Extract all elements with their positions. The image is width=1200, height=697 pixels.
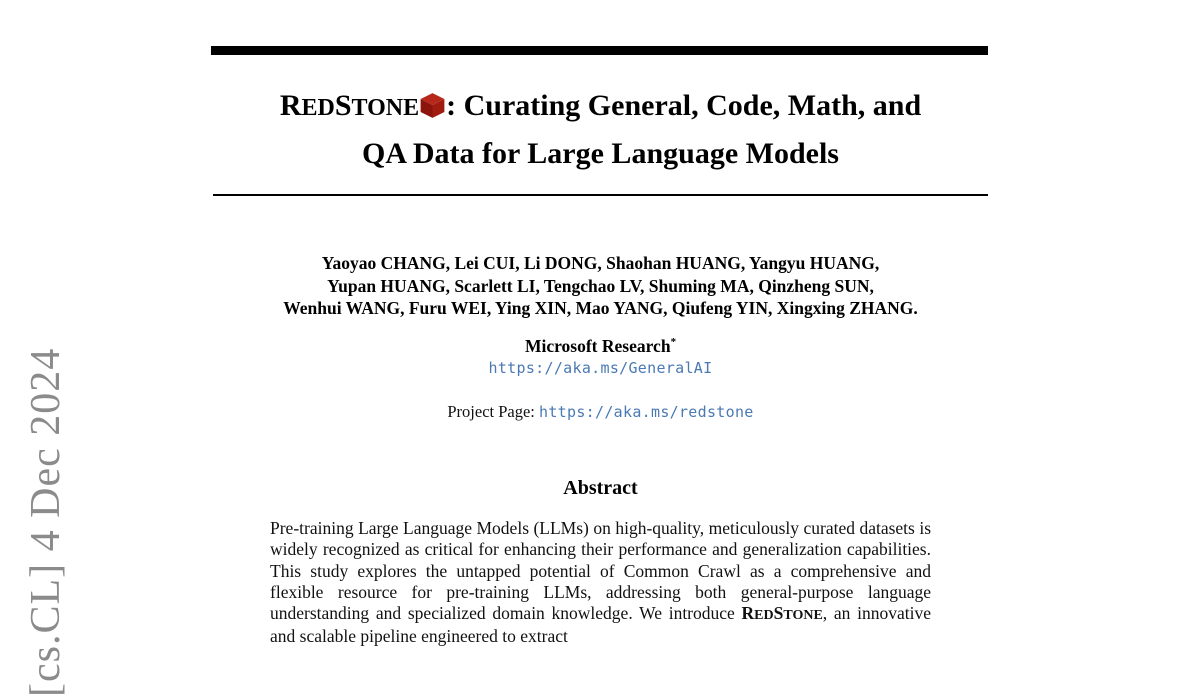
paper-title-line2: QA Data for Large Language Models	[362, 137, 839, 170]
author-line-1: Yaoyao CHANG, Lei CUI, Li DONG, Shaohan HUANG, Yangyu HUANG,	[321, 253, 880, 273]
paper-title	[213, 84, 988, 175]
title-rule-top	[211, 46, 988, 55]
affiliation-link-line	[213, 359, 988, 378]
redstone-cube-icon	[419, 92, 446, 119]
abstract-brand-cap2: S	[773, 603, 784, 624]
abstract-text-pre: Pre-training Large Language Models (LLMs) on high-quality, meticulously curated datasets is widely recognized as critical for enhancing their performance and generalization capabilities. This study explores the untapped potential of Common Crawl as a comprehensive and flexible resource for pre-training LLMs, addressing both general-purpose language understanding and specialized domain knowledge. We introduce	[270, 518, 931, 624]
paper-title-text: : Curating General, Code, Math, and	[446, 89, 922, 122]
author-block	[213, 252, 988, 320]
abstract-heading: Abstract	[563, 477, 638, 499]
abstract-brand-small1: ED	[754, 608, 774, 624]
affiliation-footnote-marker: *	[670, 336, 677, 349]
author-line-3: Wenhui WANG, Furu WEI, Ying XIN, Mao YANG, Qiufeng YIN, Xingxing ZHANG.	[283, 298, 918, 318]
brand-small2: TONE	[351, 95, 420, 121]
project-page-label: Project Page:	[447, 402, 540, 421]
affiliation-name: Microsoft Research	[524, 336, 671, 356]
affiliation	[213, 336, 988, 357]
title-rule-bottom	[213, 194, 988, 196]
brand-small1: ED	[301, 95, 335, 121]
abstract-brand-cap1: R	[741, 603, 755, 624]
abstract-text	[270, 518, 931, 648]
paper-title-line1	[213, 84, 988, 132]
generalai-link[interactable]: https://aka.ms/GeneralAI	[488, 359, 713, 377]
brand-cap2: S	[334, 89, 352, 122]
arxiv-category-stamp: [cs.CL] 4 Dec 2024	[23, 347, 69, 697]
project-page-link[interactable]: https://aka.ms/redstone	[539, 403, 754, 421]
project-page-line	[213, 402, 988, 422]
brand-cap1: R	[279, 89, 302, 122]
author-line-2: Yupan HUANG, Scarlett LI, Tengchao LV, Shuming MA, Qinzheng SUN,	[327, 275, 874, 296]
abstract-text-post: , an innovative and scalable pipeline engineered to extract	[270, 603, 932, 647]
abstract-brand-small2: TONE	[783, 608, 823, 624]
